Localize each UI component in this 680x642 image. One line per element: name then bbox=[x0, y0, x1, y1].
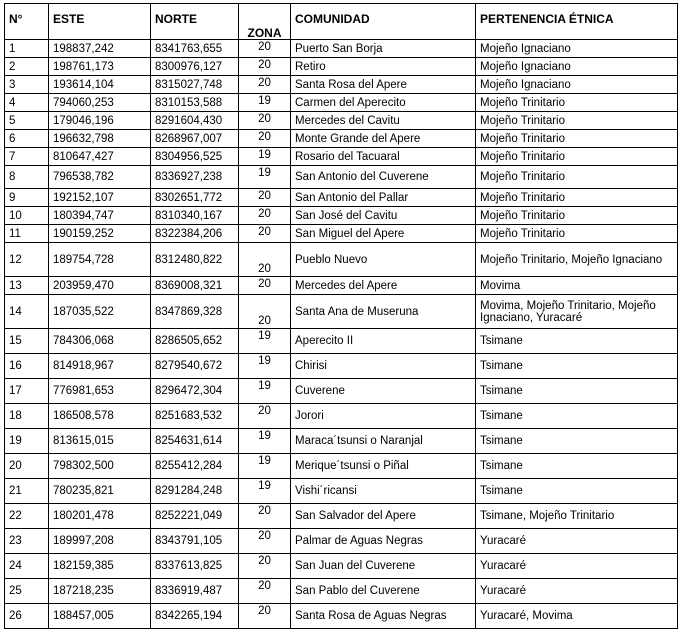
cell-comunidad: Jorori bbox=[291, 404, 476, 429]
cell-etnia: Tsimane bbox=[476, 479, 678, 504]
cell-norte: 8310340,167 bbox=[151, 207, 239, 225]
cell-norte: 8268967,007 bbox=[151, 130, 239, 148]
cell-norte: 8291284,248 bbox=[151, 479, 239, 504]
cell-este: 810647,427 bbox=[49, 148, 151, 166]
cell-etnia: Yuracaré bbox=[476, 579, 678, 604]
table-row bbox=[5, 604, 678, 629]
table-row bbox=[5, 166, 678, 189]
cell-comunidad: Santa Rosa del Apere bbox=[291, 76, 476, 94]
cell-este: 188457,005 bbox=[49, 604, 151, 629]
cell-comunidad: San Antonio del Cuverene bbox=[291, 166, 476, 189]
cell-etnia: Mojeño Trinitario bbox=[476, 148, 678, 166]
table-row bbox=[5, 429, 678, 454]
cell-zona: 20 bbox=[239, 554, 291, 579]
header-este: ESTE bbox=[49, 4, 151, 40]
cell-comunidad: San Salvador del Apere bbox=[291, 504, 476, 529]
cell-norte: 8279540,672 bbox=[151, 354, 239, 379]
cell-comunidad: Palmar de Aguas Negras bbox=[291, 529, 476, 554]
cell-zona: 20 bbox=[239, 40, 291, 58]
table-row bbox=[5, 479, 678, 504]
cell-n: 17 bbox=[5, 379, 49, 404]
cell-etnia: Movima, Mojeño Trinitario, Mojeño Ignaciano, Yuracaré bbox=[476, 295, 678, 329]
cell-comunidad: Merique´tsunsi o Piñal bbox=[291, 454, 476, 479]
cell-zona: 20 bbox=[239, 295, 291, 329]
cell-norte: 8343791,105 bbox=[151, 529, 239, 554]
cell-comunidad: Mercedes del Apere bbox=[291, 277, 476, 295]
table-row bbox=[5, 189, 678, 207]
table-row bbox=[5, 112, 678, 130]
cell-norte: 8336927,238 bbox=[151, 166, 239, 189]
cell-zona: 19 bbox=[239, 379, 291, 404]
cell-zona: 20 bbox=[239, 243, 291, 277]
cell-etnia: Mojeño Trinitario, Mojeño Ignaciano bbox=[476, 243, 678, 277]
cell-norte: 8304956,525 bbox=[151, 148, 239, 166]
cell-etnia: Movima bbox=[476, 277, 678, 295]
cell-zona: 19 bbox=[239, 329, 291, 354]
header-comunidad: COMUNIDAD bbox=[291, 4, 476, 40]
cell-comunidad: Chirisi bbox=[291, 354, 476, 379]
cell-comunidad: Aperecito II bbox=[291, 329, 476, 354]
cell-norte: 8291604,430 bbox=[151, 112, 239, 130]
cell-comunidad: San Pablo del Cuverene bbox=[291, 579, 476, 604]
cell-n: 2 bbox=[5, 58, 49, 76]
cell-norte: 8252221,049 bbox=[151, 504, 239, 529]
cell-etnia: Yuracaré bbox=[476, 529, 678, 554]
cell-zona: 19 bbox=[239, 354, 291, 379]
cell-n: 13 bbox=[5, 277, 49, 295]
table-row bbox=[5, 207, 678, 225]
cell-comunidad: Santa Rosa de Aguas Negras bbox=[291, 604, 476, 629]
cell-este: 203959,470 bbox=[49, 277, 151, 295]
table-row bbox=[5, 243, 678, 277]
cell-este: 198761,173 bbox=[49, 58, 151, 76]
table-row bbox=[5, 379, 678, 404]
cell-zona: 19 bbox=[239, 454, 291, 479]
header-norte: NORTE bbox=[151, 4, 239, 40]
cell-n: 21 bbox=[5, 479, 49, 504]
cell-este: 179046,196 bbox=[49, 112, 151, 130]
cell-etnia: Mojeño Trinitario bbox=[476, 166, 678, 189]
cell-comunidad: Santa Ana de Museruna bbox=[291, 295, 476, 329]
cell-n: 18 bbox=[5, 404, 49, 429]
cell-etnia: Tsimane, Mojeño Trinitario bbox=[476, 504, 678, 529]
cell-zona: 20 bbox=[239, 130, 291, 148]
cell-norte: 8302651,772 bbox=[151, 189, 239, 207]
table-row bbox=[5, 295, 678, 329]
cell-n: 12 bbox=[5, 243, 49, 277]
cell-este: 182159,385 bbox=[49, 554, 151, 579]
cell-zona: 19 bbox=[239, 479, 291, 504]
cell-este: 180201,478 bbox=[49, 504, 151, 529]
table-body bbox=[5, 40, 678, 629]
cell-este: 190159,252 bbox=[49, 225, 151, 243]
cell-norte: 8312480,822 bbox=[151, 243, 239, 277]
header-etnia: PERTENENCIA ÉTNICA bbox=[476, 4, 678, 40]
cell-n: 1 bbox=[5, 40, 49, 58]
cell-n: 24 bbox=[5, 554, 49, 579]
cell-norte: 8341763,655 bbox=[151, 40, 239, 58]
table-row bbox=[5, 579, 678, 604]
communities-table bbox=[4, 3, 678, 629]
cell-zona: 20 bbox=[239, 604, 291, 629]
cell-etnia: Mojeño Trinitario bbox=[476, 112, 678, 130]
cell-comunidad: San José del Cavitu bbox=[291, 207, 476, 225]
cell-zona: 20 bbox=[239, 58, 291, 76]
cell-etnia: Mojeño Trinitario bbox=[476, 225, 678, 243]
table-row bbox=[5, 76, 678, 94]
cell-este: 180394,747 bbox=[49, 207, 151, 225]
cell-zona: 19 bbox=[239, 94, 291, 112]
header-zona: ZONA bbox=[239, 4, 291, 40]
cell-este: 813615,015 bbox=[49, 429, 151, 454]
cell-etnia: Mojeño Ignaciano bbox=[476, 58, 678, 76]
cell-este: 814918,967 bbox=[49, 354, 151, 379]
cell-norte: 8300976,127 bbox=[151, 58, 239, 76]
cell-norte: 8336919,487 bbox=[151, 579, 239, 604]
cell-n: 25 bbox=[5, 579, 49, 604]
table-row bbox=[5, 504, 678, 529]
cell-etnia: Mojeño Ignaciano bbox=[476, 76, 678, 94]
table-row bbox=[5, 354, 678, 379]
cell-n: 4 bbox=[5, 94, 49, 112]
table-row bbox=[5, 277, 678, 295]
cell-n: 11 bbox=[5, 225, 49, 243]
table-header-row bbox=[5, 4, 678, 40]
cell-n: 10 bbox=[5, 207, 49, 225]
cell-este: 193614,104 bbox=[49, 76, 151, 94]
cell-comunidad: Mercedes del Cavitu bbox=[291, 112, 476, 130]
cell-n: 20 bbox=[5, 454, 49, 479]
cell-comunidad: Cuverene bbox=[291, 379, 476, 404]
cell-etnia: Tsimane bbox=[476, 429, 678, 454]
cell-zona: 19 bbox=[239, 148, 291, 166]
table-row bbox=[5, 225, 678, 243]
cell-comunidad: San Juan del Cuverene bbox=[291, 554, 476, 579]
cell-etnia: Mojeño Trinitario bbox=[476, 207, 678, 225]
cell-este: 189997,208 bbox=[49, 529, 151, 554]
cell-zona: 20 bbox=[239, 277, 291, 295]
table-row bbox=[5, 454, 678, 479]
cell-zona: 20 bbox=[239, 189, 291, 207]
table-row bbox=[5, 40, 678, 58]
cell-zona: 20 bbox=[239, 504, 291, 529]
cell-zona: 20 bbox=[239, 207, 291, 225]
cell-este: 776981,653 bbox=[49, 379, 151, 404]
cell-n: 5 bbox=[5, 112, 49, 130]
table-row bbox=[5, 94, 678, 112]
cell-n: 19 bbox=[5, 429, 49, 454]
cell-zona: 20 bbox=[239, 404, 291, 429]
cell-zona: 20 bbox=[239, 112, 291, 130]
cell-este: 780235,821 bbox=[49, 479, 151, 504]
header-n: N° bbox=[5, 4, 49, 40]
cell-zona: 20 bbox=[239, 579, 291, 604]
cell-etnia: Mojeño Trinitario bbox=[476, 189, 678, 207]
cell-zona: 20 bbox=[239, 76, 291, 94]
cell-n: 15 bbox=[5, 329, 49, 354]
cell-este: 187218,235 bbox=[49, 579, 151, 604]
cell-n: 3 bbox=[5, 76, 49, 94]
cell-etnia: Yuracaré, Movima bbox=[476, 604, 678, 629]
cell-este: 798302,500 bbox=[49, 454, 151, 479]
table-row bbox=[5, 130, 678, 148]
cell-norte: 8322384,206 bbox=[151, 225, 239, 243]
cell-comunidad: Pueblo Nuevo bbox=[291, 243, 476, 277]
cell-n: 23 bbox=[5, 529, 49, 554]
cell-n: 26 bbox=[5, 604, 49, 629]
cell-n: 7 bbox=[5, 148, 49, 166]
table-row bbox=[5, 404, 678, 429]
cell-norte: 8369008,321 bbox=[151, 277, 239, 295]
cell-este: 794060,253 bbox=[49, 94, 151, 112]
cell-norte: 8310153,588 bbox=[151, 94, 239, 112]
table-row bbox=[5, 148, 678, 166]
cell-norte: 8255412,284 bbox=[151, 454, 239, 479]
cell-etnia: Tsimane bbox=[476, 454, 678, 479]
communities-table-container bbox=[4, 3, 677, 629]
cell-etnia: Tsimane bbox=[476, 404, 678, 429]
cell-etnia: Tsimane bbox=[476, 354, 678, 379]
cell-n: 9 bbox=[5, 189, 49, 207]
cell-etnia: Mojeño Ignaciano bbox=[476, 40, 678, 58]
cell-norte: 8296472,304 bbox=[151, 379, 239, 404]
cell-comunidad: San Miguel del Apere bbox=[291, 225, 476, 243]
cell-zona: 20 bbox=[239, 529, 291, 554]
cell-comunidad: Rosario del Tacuaral bbox=[291, 148, 476, 166]
cell-comunidad: Retiro bbox=[291, 58, 476, 76]
cell-n: 8 bbox=[5, 166, 49, 189]
cell-norte: 8254631,614 bbox=[151, 429, 239, 454]
cell-este: 796538,782 bbox=[49, 166, 151, 189]
cell-este: 198837,242 bbox=[49, 40, 151, 58]
cell-comunidad: San Antonio del Pallar bbox=[291, 189, 476, 207]
cell-etnia: Mojeño Trinitario bbox=[476, 94, 678, 112]
cell-norte: 8337613,825 bbox=[151, 554, 239, 579]
cell-norte: 8342265,194 bbox=[151, 604, 239, 629]
cell-norte: 8347869,328 bbox=[151, 295, 239, 329]
cell-etnia: Yuracaré bbox=[476, 554, 678, 579]
cell-este: 187035,522 bbox=[49, 295, 151, 329]
cell-comunidad: Monte Grande del Apere bbox=[291, 130, 476, 148]
cell-este: 186508,578 bbox=[49, 404, 151, 429]
cell-comunidad: Maraca´tsunsi o Naranjal bbox=[291, 429, 476, 454]
cell-norte: 8251683,532 bbox=[151, 404, 239, 429]
table-row bbox=[5, 554, 678, 579]
cell-este: 189754,728 bbox=[49, 243, 151, 277]
cell-n: 22 bbox=[5, 504, 49, 529]
cell-zona: 20 bbox=[239, 225, 291, 243]
cell-etnia: Tsimane bbox=[476, 329, 678, 354]
cell-este: 192152,107 bbox=[49, 189, 151, 207]
cell-comunidad: Puerto San Borja bbox=[291, 40, 476, 58]
table-row bbox=[5, 529, 678, 554]
cell-zona: 19 bbox=[239, 166, 291, 189]
table-row bbox=[5, 58, 678, 76]
cell-norte: 8315027,748 bbox=[151, 76, 239, 94]
table-row bbox=[5, 329, 678, 354]
cell-n: 14 bbox=[5, 295, 49, 329]
cell-norte: 8286505,652 bbox=[151, 329, 239, 354]
cell-zona: 19 bbox=[239, 429, 291, 454]
cell-este: 196632,798 bbox=[49, 130, 151, 148]
cell-n: 16 bbox=[5, 354, 49, 379]
cell-este: 784306,068 bbox=[49, 329, 151, 354]
cell-comunidad: Carmen del Aperecito bbox=[291, 94, 476, 112]
cell-etnia: Mojeño Trinitario bbox=[476, 130, 678, 148]
cell-n: 6 bbox=[5, 130, 49, 148]
cell-comunidad: Vishi´ricansi bbox=[291, 479, 476, 504]
cell-etnia: Tsimane bbox=[476, 379, 678, 404]
